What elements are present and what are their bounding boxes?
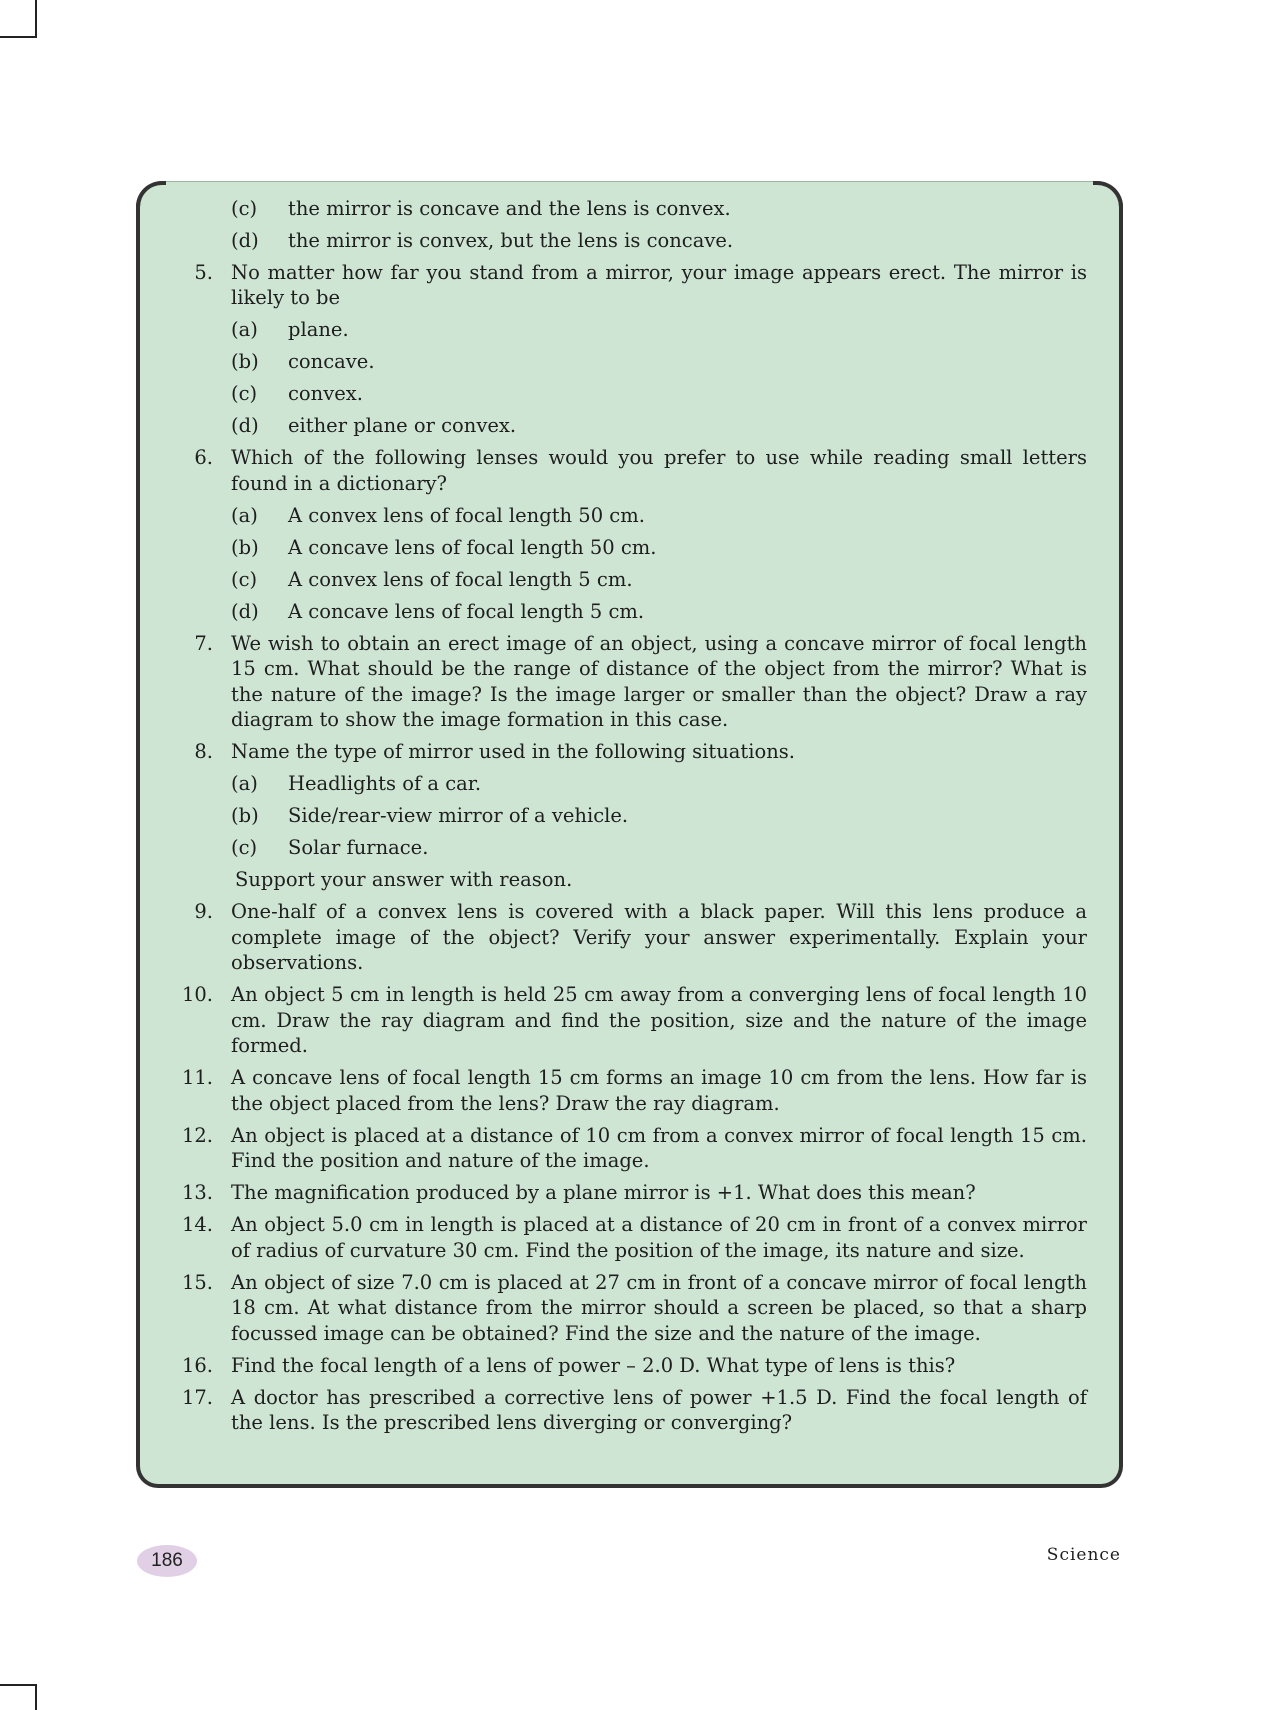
crop-mark-top-vertical [35, 0, 37, 38]
question [140, 1270, 1119, 1347]
question-text: A doctor has prescribed a corrective lens of power +1.5 D. Find the focal length of the lens. Is the prescribed lens diverging or converging? [231, 1385, 1087, 1434]
question [140, 899, 1119, 976]
question [140, 445, 1119, 496]
question-number: 15. [181, 1270, 213, 1294]
answer-option [140, 535, 1119, 561]
answer-option [140, 599, 1119, 625]
option-label: (a) [231, 772, 258, 795]
option-text: Headlights of a car. [288, 772, 482, 795]
question-text: An object of size 7.0 cm is placed at 27 cm in front of a concave mirror of focal length 18 cm. At what distance from the mirror should a screen be placed, so that a sharp focussed image can be obtained? Find the size and the nature of the image. [231, 1270, 1087, 1345]
question [140, 1212, 1119, 1263]
note-text: Support your answer with reason. [235, 868, 573, 891]
option-text: plane. [288, 318, 349, 341]
question-text: We wish to obtain an erect image of an object, using a concave mirror of focal length 15 cm. What should be the range of distance of the object from the mirror? What is the nature of the image? Is the image larger or smaller than the object? Draw a ray diagram to show the image formation in this case. [231, 631, 1087, 731]
question-text: Find the focal length of a lens of power – 2.0 D. What type of lens is this? [231, 1353, 956, 1377]
option-label: (c) [231, 196, 258, 220]
answer-option [140, 503, 1119, 529]
question-text: Which of the following lenses would you prefer to use while reading small letters found in a dictionary? [231, 446, 1087, 495]
question-number: 10. [181, 983, 213, 1006]
question-text: A concave lens of focal length 15 cm forms an image 10 cm from the lens. How far is the object placed from the lens? Draw the ray diagram. [231, 1066, 1087, 1115]
question-number: 12. [181, 1123, 213, 1147]
question [140, 1385, 1119, 1436]
question-text: No matter how far you stand from a mirror, your image appears erect. The mirror is likely to be [231, 260, 1087, 309]
question [140, 739, 1119, 765]
question [140, 1353, 1119, 1379]
question-number: 7. [194, 631, 213, 655]
option-label: (b) [231, 804, 259, 827]
answer-option [140, 381, 1119, 407]
exercise-box [136, 181, 1123, 1488]
option-label: (a) [231, 318, 258, 341]
question-number: 8. [194, 740, 213, 763]
option-label: (d) [231, 599, 259, 623]
answer-option [140, 317, 1119, 343]
question-number: 11. [181, 1066, 213, 1089]
crop-mark-bottom-vertical [35, 1684, 37, 1710]
option-label: (c) [231, 567, 258, 591]
question-text: One-half of a convex lens is covered with a black paper. Will this lens produce a complete image of the object? Verify your answer experimentally. Explain your observations. [231, 900, 1087, 974]
option-text: A convex lens of focal length 50 cm. [288, 503, 645, 527]
question-text: The magnification produced by a plane mirror is +1. What does this mean? [231, 1181, 976, 1204]
answer-option [140, 803, 1119, 829]
option-label: (c) [231, 836, 258, 859]
question-number: 13. [181, 1181, 213, 1204]
answer-option [140, 196, 1119, 222]
option-label: (d) [231, 414, 259, 437]
question-number: 6. [194, 446, 213, 469]
page-number-badge: 186 [137, 1545, 197, 1577]
question-text: Name the type of mirror used in the following situations. [231, 740, 796, 763]
option-text: A concave lens of focal length 5 cm. [288, 599, 645, 623]
question-note [140, 867, 1119, 893]
answer-option [140, 567, 1119, 593]
option-text: A concave lens of focal length 50 cm. [288, 535, 657, 559]
option-text: Side/rear-view mirror of a vehicle. [288, 804, 629, 827]
answer-option [140, 228, 1119, 254]
question [140, 982, 1119, 1059]
option-text: concave. [288, 350, 375, 373]
question [140, 1065, 1119, 1116]
question-text: An object 5.0 cm in length is placed at a distance of 20 cm in front of a convex mirror of radius of curvature 30 cm. Find the position of the image, its nature and size. [231, 1213, 1087, 1262]
answer-option [140, 413, 1119, 439]
answer-option [140, 771, 1119, 797]
option-label: (c) [231, 382, 258, 405]
option-text: convex. [288, 382, 363, 405]
question [140, 631, 1119, 733]
option-label: (d) [231, 228, 259, 252]
option-label: (a) [231, 503, 258, 527]
option-text: the mirror is convex, but the lens is concave. [288, 228, 734, 252]
question-text: An object 5 cm in length is held 25 cm away from a converging lens of focal length 10 cm. Draw the ray diagram and find the position, size and the nature of the image formed. [231, 983, 1087, 1057]
question-number: 17. [181, 1385, 213, 1409]
answer-option [140, 349, 1119, 375]
book-subject: Science [1046, 1545, 1121, 1565]
option-text: Solar furnace. [288, 836, 429, 859]
question-number: 9. [194, 900, 213, 923]
answer-option [140, 835, 1119, 861]
option-text: either plane or convex. [288, 414, 517, 437]
question-number: 16. [181, 1353, 213, 1377]
exercise-list [140, 189, 1119, 1436]
crop-mark-top-horizontal [0, 36, 37, 38]
option-label: (b) [231, 535, 259, 559]
option-text: A convex lens of focal length 5 cm. [288, 567, 633, 591]
question [140, 260, 1119, 311]
crop-mark-bottom-horizontal [0, 1684, 37, 1686]
question [140, 1123, 1119, 1174]
option-text: the mirror is concave and the lens is convex. [288, 196, 731, 220]
option-label: (b) [231, 350, 259, 373]
question [140, 1180, 1119, 1206]
question-text: An object is placed at a distance of 10 cm from a convex mirror of focal length 15 cm. Find the position and nature of the image. [231, 1123, 1087, 1172]
question-number: 14. [181, 1213, 213, 1236]
question-number: 5. [194, 260, 213, 284]
